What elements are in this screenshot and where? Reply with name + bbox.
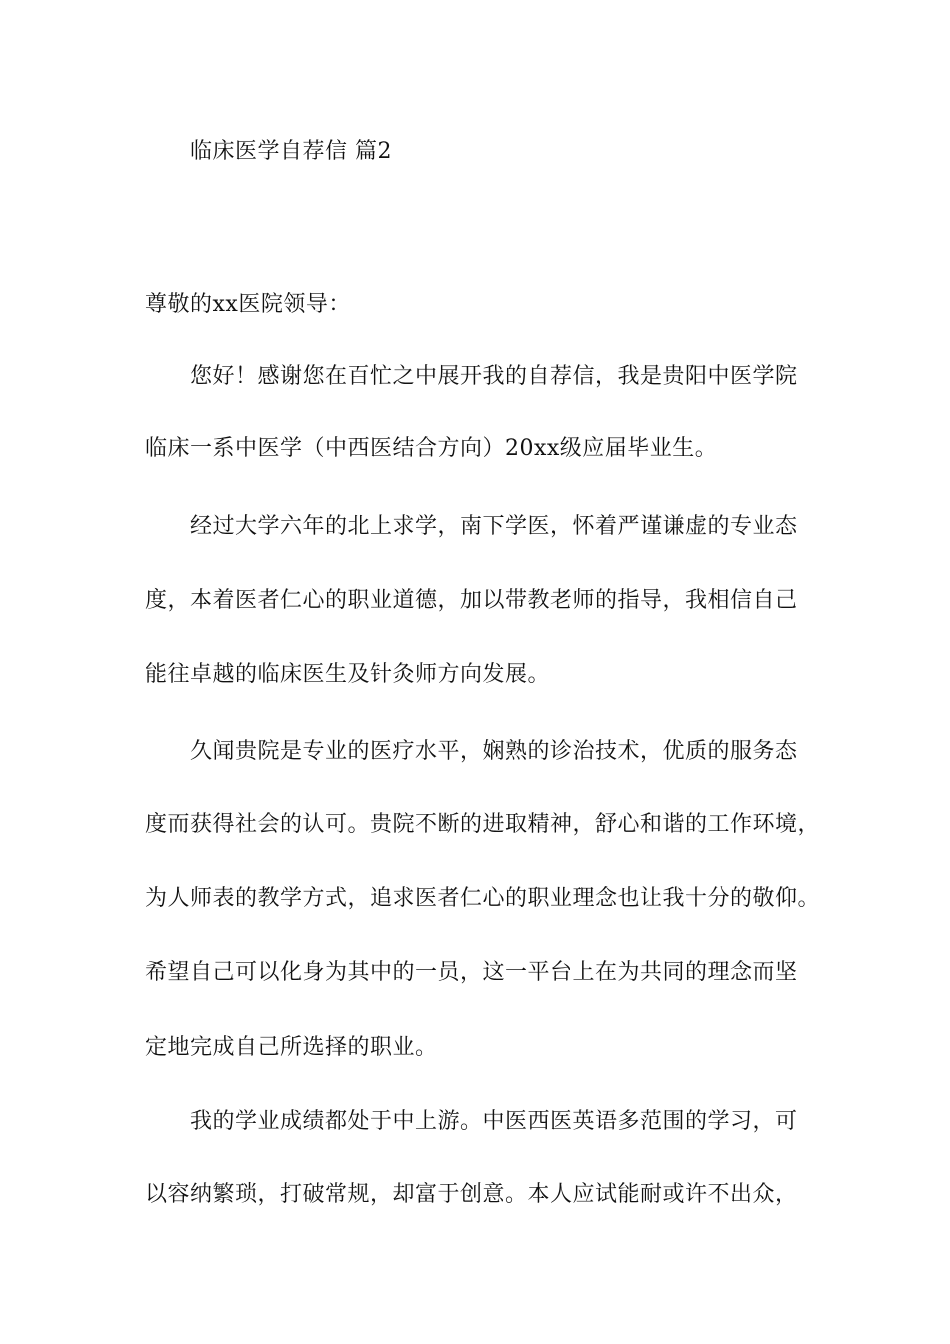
body-line: 临床一系中医学（中西医结合方向）20xx级应届毕业生。 bbox=[145, 436, 718, 461]
body-line: 希望自己可以化身为其中的一员，这一平台上在为共同的理念而坚 bbox=[145, 960, 798, 985]
body-line: 您好！感谢您在百忙之中展开我的自荐信，我是贵阳中医学院 bbox=[190, 364, 798, 389]
salutation: 尊敬的xx医院领导： bbox=[145, 292, 351, 317]
body-line: 久闻贵院是专业的医疗水平，娴熟的诊治技术，优质的服务态 bbox=[190, 739, 798, 764]
body-line: 以容纳繁琐，打破常规，却富于创意。本人应试能耐或许不出众， bbox=[145, 1182, 798, 1207]
body-line: 定地完成自己所选择的职业。 bbox=[145, 1035, 438, 1060]
body-line: 为人师表的教学方式，追求医者仁心的职业理念也让我十分的敬仰。 bbox=[145, 886, 821, 911]
body-line: 我的学业成绩都处于中上游。中医西医英语多范围的学习，可 bbox=[190, 1109, 798, 1134]
body-line: 度而获得社会的认可。贵院不断的进取精神，舒心和谐的工作环境， bbox=[145, 812, 821, 837]
document-title: 临床医学自荐信 篇2 bbox=[190, 139, 392, 164]
body-line: 经过大学六年的北上求学，南下学医，怀着严谨谦虚的专业态 bbox=[190, 514, 798, 539]
body-line: 能往卓越的临床医生及针灸师方向发展。 bbox=[145, 662, 551, 687]
body-line: 度，本着医者仁心的职业道德，加以带教老师的指导，我相信自己 bbox=[145, 588, 798, 613]
